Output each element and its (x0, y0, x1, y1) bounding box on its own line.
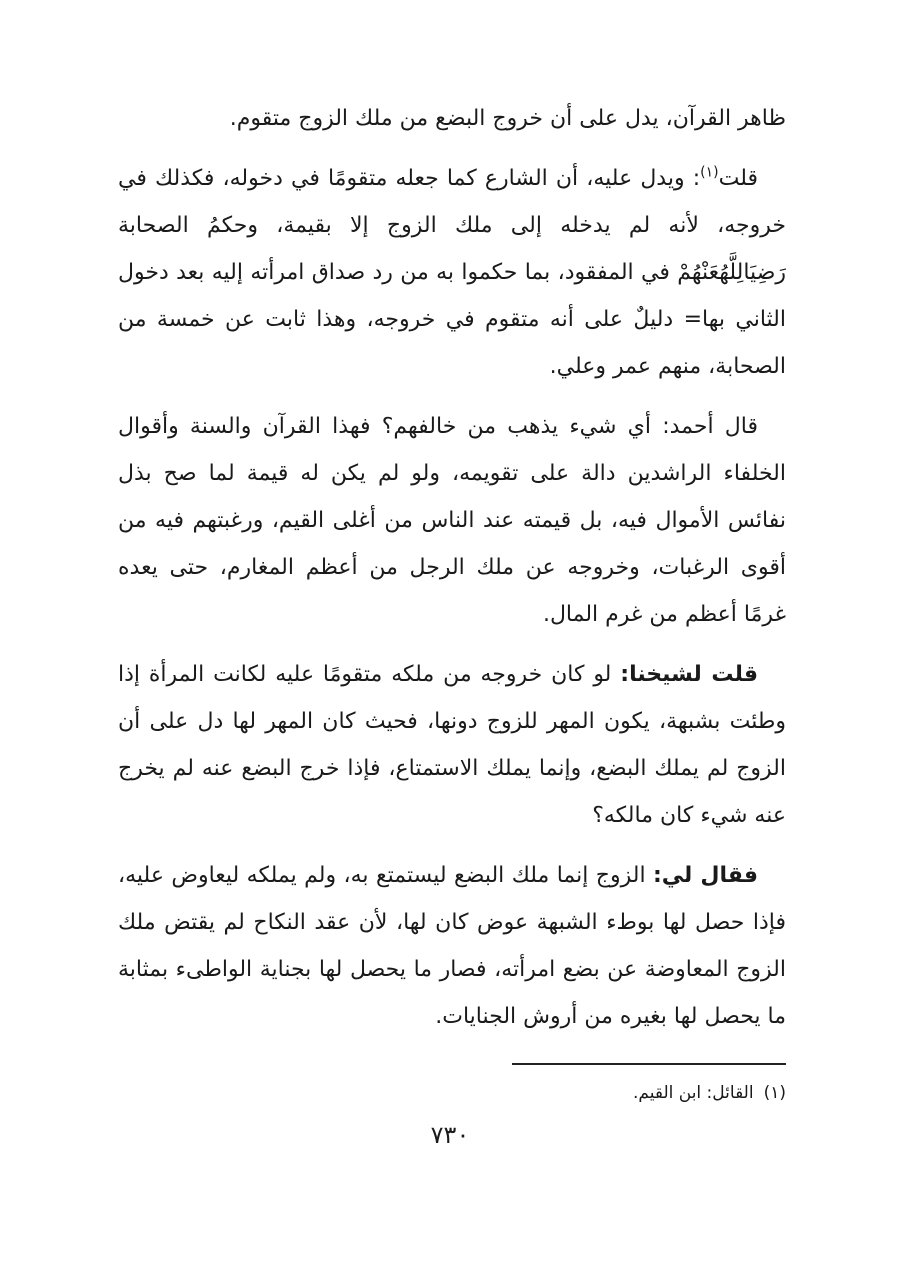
paragraph-2-lead: قلت (718, 166, 758, 191)
paragraph-2 (118, 155, 786, 390)
paragraph-1: ظاهر القرآن، يدل على أن خروج البضع من ملك الزوج متقوم. (229, 106, 786, 131)
footnote (633, 1080, 786, 1106)
footnote-number: (١) (763, 1083, 786, 1103)
paragraph-5 (118, 852, 786, 1040)
page-number: ٧٣٠ (430, 1121, 470, 1149)
footnote-divider (512, 1063, 786, 1065)
paragraph-5-lead: فقال لي: (653, 863, 758, 888)
paragraph-2-text: : ويدل عليه، أن الشارع كما جعله متقومًا في دخوله، فكذلك في خروجه، لأنه لم يدخله إلى ملك الزوج إلا بقيمة، وحكمُ الصحابة رَضِيَالِلَّهُعَنْهُمْ في المفقود، بما حكموا به من رد صداق امرأته إليه بعد دخول الثاني بها= دليلٌ على أنه متقوم في خروجه، وهذا ثابت عن خمسة من الصحابة، منهم عمر وعلي. (118, 166, 786, 379)
footnote-text: القائل: ابن القيم. (633, 1083, 754, 1103)
paragraph-4-text: لو كان خروجه من ملكه متقومًا عليه لكانت المرأة إذا وطئت بشبهة، يكون المهر للزوج دونها، فحيث كان المهر لها دل على أن الزوج لم يملك البضع، وإنما يملك الاستمتاع، فإذا خرج البضع عنه لم يخرج عنه شيء كان مالكه؟ (118, 662, 786, 828)
paragraph-4 (118, 651, 786, 839)
paragraph-5-text: الزوج إنما ملك البضع ليستمتع به، ولم يملكه ليعاوض عليه، فإذا حصل لها بوطء الشبهة عوض كان لها، لأن عقد النكاح لم يقتض ملك الزوج المعاوضة عن بضع امرأته، فصار ما يحصل لها بجناية الواطىء بمثابة ما يحصل لها بغيره من أروش الجنايات. (118, 863, 786, 1029)
main-text (118, 95, 786, 1053)
paragraph-3: قال أحمد: أي شيء يذهب من خالفهم؟ فهذا القرآن والسنة وأقوال الخلفاء الراشدين دالة على تقويمه، ولو لم يكن له قيمة لما صح بذل نفائس الأموال فيه، بل قيمته عند الناس من أغلى القيم، ورغبتهم فيه من أقوى الرغبات، وخروجه عن ملك الرجل من أعظم المغارم، حتى يعده غرمًا أعظم من غرم المال. (118, 414, 786, 627)
footnote-reference: (١) (700, 164, 719, 181)
paragraph-4-lead: قلت لشيخنا: (620, 662, 758, 687)
